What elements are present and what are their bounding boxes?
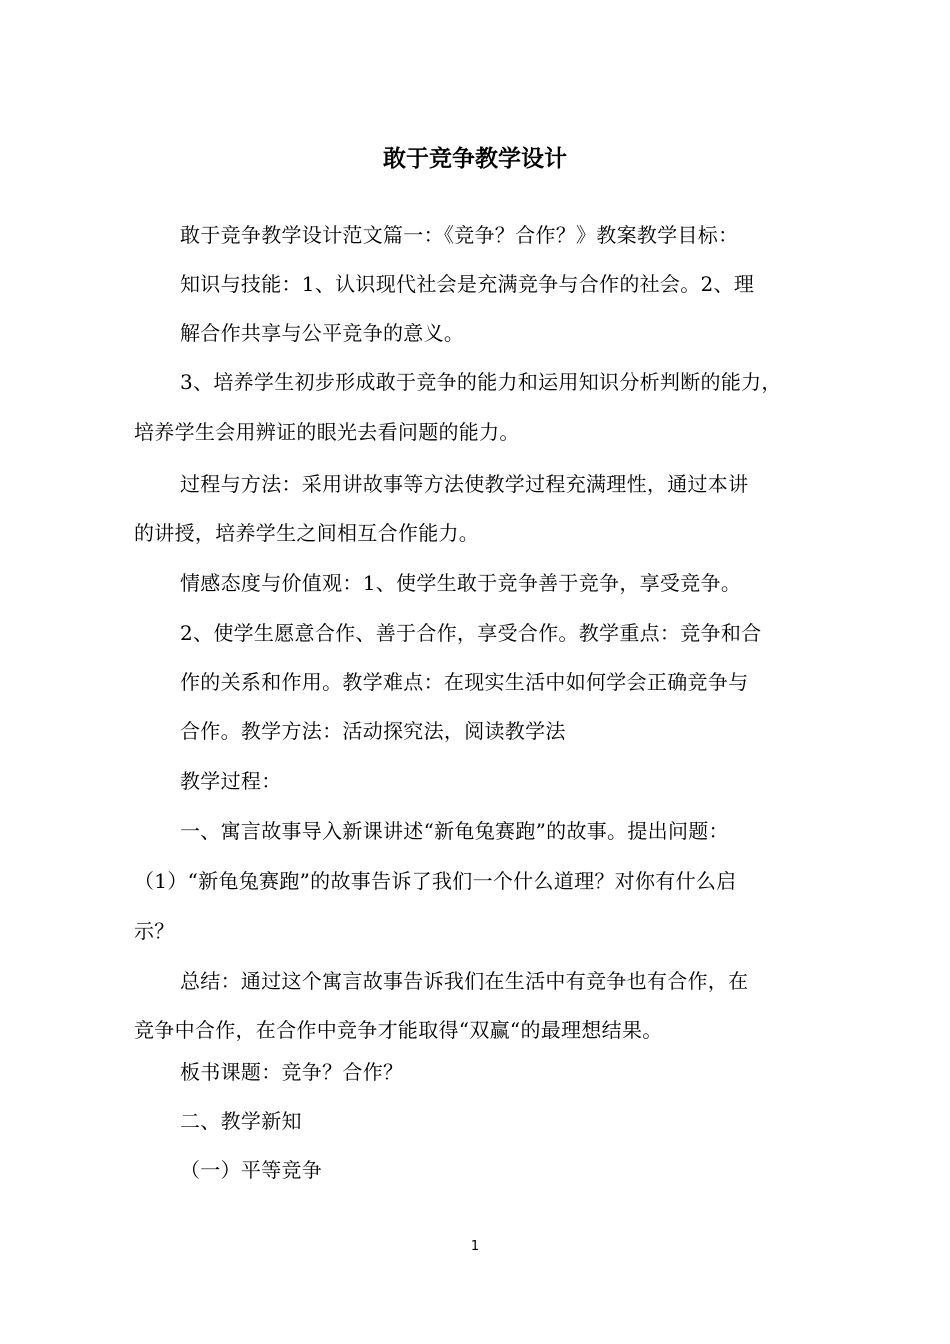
text-line: （一）平等竞争 — [180, 1158, 323, 1182]
text-line: 教学过程： — [180, 769, 282, 793]
text-line: 的讲授，培养学生之间相互合作能力。 — [134, 521, 480, 545]
text-line: 二、教学新知 — [180, 1109, 302, 1133]
text-line: 情感态度与价值观：1、使学生敢于竞争善于竞争，享受竞争。 — [180, 571, 742, 595]
text-line: 2、使学生愿意合作、善于合作，享受合作。教学重点：竞争和合 — [180, 621, 762, 645]
text-line: 示？ — [134, 919, 175, 943]
text-line: 板书课题：竞争？合作？ — [180, 1060, 404, 1084]
text-line: 总结：通过这个寓言故事告诉我们在生活中有竞争也有合作，在 — [180, 969, 749, 993]
text-line: 知识与技能：1、认识现代社会是充满竞争与合作的社会。2、理 — [180, 272, 755, 296]
text-line: 培养学生会用辨证的眼光去看问题的能力。 — [134, 420, 520, 444]
text-line: 3、培养学生初步形成敢于竞争的能力和运用知识分析判断的能力， — [180, 370, 782, 394]
text-line: 敢于竞争教学设计范文篇一：《竞争？合作？》教案教学目标： — [180, 223, 739, 247]
text-line: 竞争中合作，在合作中竞争才能取得“双赢“的最理想结果。 — [134, 1018, 663, 1042]
text-line: 一、寓言故事导入新课讲述“新龟兔赛跑”的故事。提出问题： — [180, 819, 729, 843]
text-line: 合作。教学方法：活动探究法，阅读教学法 — [180, 719, 566, 743]
text-line: 作的关系和作用。教学难点：在现实生活中如何学会正确竞争与 — [180, 670, 749, 694]
text-line: 过程与方法：采用讲故事等方法使教学过程充满理性，通过本讲 — [180, 472, 749, 496]
text-line: （1）“新龟兔赛跑”的故事告诉了我们一个什么道理？对你有什么启 — [134, 869, 737, 893]
document-title: 敢于竞争教学设计 — [383, 146, 567, 172]
text-line: 解合作共享与公平竞争的意义。 — [180, 321, 465, 345]
page-number: 1 — [470, 1239, 480, 1254]
